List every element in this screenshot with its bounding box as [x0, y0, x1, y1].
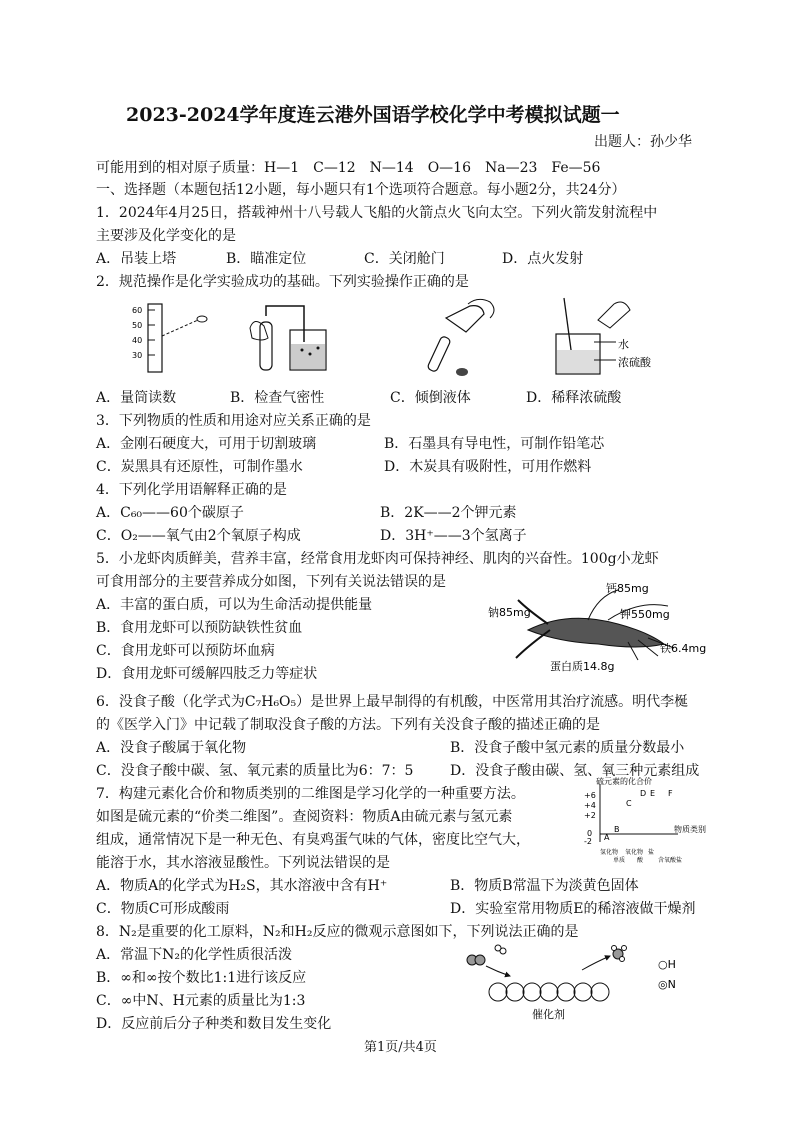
q4-option-b: B．2K——2个钾元素 — [380, 505, 517, 521]
q6-option-c: C．没食子酸中碳、氢、氧元素的质量比为6：7：5 — [96, 763, 414, 779]
point-label-d: D — [640, 789, 647, 798]
catalyst-label: 催化剂 — [532, 1008, 565, 1021]
page-number: 第1页/共4页 — [364, 1040, 437, 1055]
legend-n: ◎N — [658, 978, 676, 991]
tick-label: 40 — [132, 336, 143, 345]
tick-label: 60 — [132, 306, 143, 315]
q1-stem-line2: 主要涉及化学变化的是 — [96, 228, 236, 244]
potassium-label: 钾550mg — [620, 608, 670, 621]
q2-option-c: C．倾倒液体 — [390, 390, 471, 406]
q8-figure-reaction — [462, 942, 692, 1030]
q2-stem: 2．规范操作是化学实验成功的基础。下列实验操作正确的是 — [96, 274, 469, 290]
legend-h: ○H — [658, 958, 676, 971]
q7-stem-line2: 如图是硫元素的“价类二维图”。查阅资料：物质A由硫元素与氢元素 — [96, 809, 513, 825]
q2-figure-dilution — [544, 294, 654, 384]
page-title: 2023-2024学年度连云港外国语学校化学中考模拟试题一 — [126, 104, 620, 126]
category-label: 酸 — [637, 857, 644, 864]
q4-option-d: D．3H⁺——3个氢离子 — [380, 528, 527, 544]
q6-option-d: D．没食子酸由碳、氢、氧三种元素组成 — [450, 763, 700, 779]
category-label: 氧化物 — [625, 849, 644, 856]
q7-option-d: D．实验室常用物质E的稀溶液做干燥剂 — [450, 901, 696, 917]
q8-option-c: C．∞中N、H元素的质量比为1:3 — [96, 993, 306, 1009]
q7-stem-line4: 能溶于水，其水溶液显酸性。下列说法错误的是 — [96, 855, 390, 871]
q4-option-c: C．O₂——氧气由2个氧原子构成 — [96, 528, 301, 544]
category-label: 含氧酸盐 — [658, 857, 683, 864]
q1-stem-line1: 1．2024年4月25日，搭载神州十八号载人飞船的火箭点火飞向太空。下列火箭发射流程中 — [96, 205, 658, 221]
q6-stem-line2: 的《医学入门》中记载了制取没食子酸的方法。下列有关没食子酸的描述正确的是 — [96, 717, 600, 733]
q1-option-a: A．吊装上塔 — [96, 251, 177, 267]
q5-option-c: C．食用龙虾可以预防坏血病 — [96, 643, 275, 659]
category-label: 盐 — [648, 849, 655, 856]
q7-figure-valence-chart — [578, 776, 708, 870]
q1-option-d: D．点火发射 — [502, 251, 584, 267]
q5-option-a: A．丰富的蛋白质，可以为生命活动提供能量 — [96, 597, 373, 613]
q2-figure-pouring — [416, 296, 506, 378]
q3-option-d: D．木炭具有吸附性，可用作燃料 — [384, 459, 592, 475]
author-line: 出题人：孙少华 — [594, 134, 692, 150]
point-label-e: E — [650, 789, 656, 798]
q8-option-a: A．常温下N₂的化学性质很活泼 — [96, 947, 292, 963]
atomic-masses: 可能用到的相对原子质量：H—1 C—12 N—14 O—16 Na—23 Fe—56 — [96, 160, 601, 176]
q2-figure-cylinder — [128, 298, 218, 378]
q5-stem-line2: 可食用部分的主要营养成分如图，下列有关说法错误的是 — [96, 574, 446, 590]
q1-option-b: B．瞄准定位 — [226, 251, 307, 267]
tick-label: 30 — [132, 351, 143, 360]
q5-figure-crayfish — [488, 580, 718, 672]
point-label-f: F — [668, 789, 673, 798]
q5-option-b: B．食用龙虾可以预防缺铁性贫血 — [96, 620, 303, 636]
q7-option-c: C．物质C可形成酸雨 — [96, 901, 230, 917]
acid-label: 浓硫酸 — [618, 356, 651, 369]
point-label-c: C — [626, 799, 632, 808]
q5-stem-line1: 5．小龙虾肉质鲜美，营养丰富，经常食用龙虾肉可保持神经、肌肉的兴奋性。100g小龙虾 — [96, 551, 659, 567]
q7-stem-line1: 7．构建元素化合价和物质类别的二维图是学习化学的一种重要方法。 — [96, 786, 525, 802]
q2-option-d: D．稀释浓硫酸 — [526, 390, 622, 406]
y-axis-label: 硫元素的化合价 — [596, 777, 652, 786]
q7-option-b: B．物质B常温下为淡黄色固体 — [450, 878, 639, 894]
q3-option-a: A．金刚石硬度大，可用于切割玻璃 — [96, 436, 317, 452]
x-axis-label: 物质类别 — [674, 825, 706, 834]
q6-stem-line1: 6．没食子酸（化学式为C₇H₆O₅）是世界上最早制得的有机酸，中医常用其治疗流感。明代李梴 — [96, 694, 689, 710]
q7-stem-line3: 组成，通常情况下是一种无色、有臭鸡蛋气味的气体，密度比空气大， — [96, 832, 530, 848]
category-label: 氢化物 — [600, 849, 619, 856]
section-heading: 一、选择题（本题包括12小题，每小题只有1个选项符合题意。每小题2分，共24分） — [96, 182, 626, 198]
q8-stem: 8．N₂是重要的化工原料，N₂和H₂反应的微观示意图如下，下列说法正确的是 — [96, 924, 579, 940]
q3-stem: 3．下列物质的性质和用途对应关系正确的是 — [96, 413, 371, 429]
iron-label: 铁6.4mg — [660, 642, 707, 655]
protein-label: 蛋白质14.8g — [550, 660, 615, 672]
q3-option-c: C．炭黑具有还原性，可制作墨水 — [96, 459, 303, 475]
q8-option-d: D．反应前后分子种类和数目发生变化 — [96, 1016, 332, 1032]
point-label-b: B — [614, 825, 620, 834]
q6-option-b: B．没食子酸中氢元素的质量分数最小 — [450, 740, 685, 756]
q3-option-b: B．石墨具有导电性，可制作铅笔芯 — [384, 436, 605, 452]
category-label: 单质 — [613, 857, 626, 864]
q2-option-a: A．量筒读数 — [96, 390, 177, 406]
point-label-a: A — [604, 833, 610, 842]
q6-option-a: A．没食子酸属于氧化物 — [96, 740, 247, 756]
y-tick-label: +6 — [584, 791, 596, 800]
q1-option-c: C．关闭舱门 — [364, 251, 445, 267]
q4-stem: 4．下列化学用语解释正确的是 — [96, 482, 287, 498]
q8-option-b: B．∞和∞按个数比1:1进行该反应 — [96, 970, 307, 986]
y-tick-label: +4 — [584, 801, 596, 810]
y-tick-label: -2 — [584, 837, 592, 846]
water-label: 水 — [618, 338, 629, 351]
y-tick-label: +2 — [584, 811, 596, 820]
q2-option-b: B．检查气密性 — [230, 390, 325, 406]
q4-option-a: A．C₆₀——60个碳原子 — [96, 505, 244, 521]
sodium-label: 钠85mg — [488, 606, 531, 619]
y-tick-label: 0 — [587, 829, 593, 838]
q7-option-a: A．物质A的化学式为H₂S，其水溶液中含有H⁺ — [96, 878, 388, 894]
q2-figure-airtight — [240, 298, 350, 378]
q5-option-d: D．食用龙虾可缓解四肢乏力等症状 — [96, 666, 318, 682]
calcium-label: 钙85mg — [606, 582, 649, 595]
tick-label: 50 — [132, 321, 143, 330]
